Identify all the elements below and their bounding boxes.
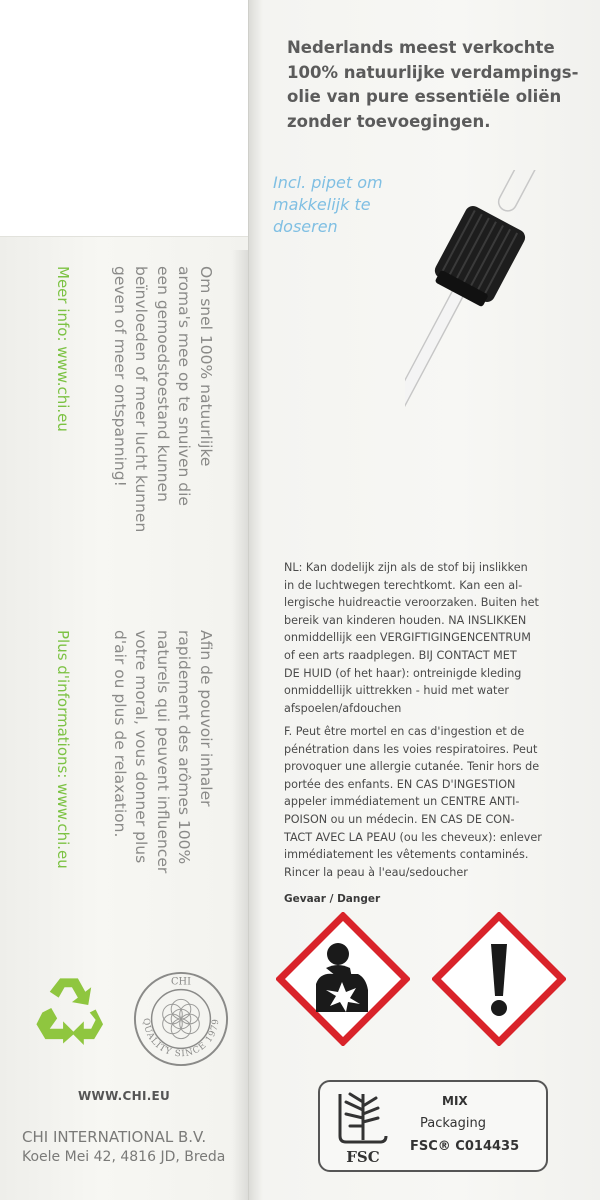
fr-description xyxy=(109,630,217,873)
pipet-line: makkelijk te xyxy=(273,195,371,214)
tagline-line: zonder toevoegingen. xyxy=(287,111,491,131)
fsc-mix-label: MIX xyxy=(442,1094,468,1108)
svg-text:FSC: FSC xyxy=(346,1148,380,1166)
svg-text:CHI: CHI xyxy=(171,976,191,988)
fsc-license-code: FSC® C014435 xyxy=(410,1139,520,1154)
nl-description xyxy=(109,266,217,532)
more-info-nl: Meer info: www.chi.eu xyxy=(54,266,72,432)
tagline-line: Nederlands meest verkochte xyxy=(287,38,555,57)
website-label: WWW.CHI.EU xyxy=(78,1089,171,1103)
tagline-line: 100% natuurlijke verdampings- xyxy=(287,62,579,82)
warning-text-fr: F. Peut être mortel en cas d'ingestion et de pénétration dans les voies respiratoires. Peut provoquer une allergie cutanée. Tenir hors de portée des enfants. EN CAS D'INGESTION appeler immédiatement un CENTRE ANTI- POISON ou un médecin. EN CAS DE CON- TACT AVEC LA PEAU (ou les cheveux): enlever immédiatement les vêtements contaminés. Rincer la peau à l'eau/sedoucher xyxy=(284,725,542,879)
description-line: geven of meer ontspanning! xyxy=(111,266,129,487)
dropper-pipette-illustration xyxy=(405,170,555,510)
fsc-tree-logo xyxy=(332,1088,394,1168)
company-address: Koele Mei 42, 4816 JD, Breda xyxy=(22,1149,226,1165)
description-line: een gemoedstoestand kunnen xyxy=(154,266,172,502)
description-line: aroma's mee op te snuiven die xyxy=(175,266,194,506)
tagline-line: olie van pure essentiële oliën xyxy=(287,87,562,106)
pipet-note xyxy=(273,172,423,238)
description-line: Om snel 100% natuurlijke xyxy=(197,266,215,467)
description-line: Afin de pouvoir inhaler xyxy=(197,630,215,807)
recycle-icon xyxy=(32,970,106,1046)
description-line: naturels qui peuvent influencer xyxy=(154,630,172,874)
description-line: rapidement des arômes 100% xyxy=(175,630,194,865)
product-tagline xyxy=(287,36,587,134)
svg-text:QUALITY SINCE 1979: QUALITY SINCE 1979 xyxy=(140,1017,222,1060)
warning-text-nl: NL: Kan dodelijk zijn als de stof bij inslikken in de luchtwegen terechtkomt. Kan een al- lergische huidreactie veroorzaken. Buiten het bereik van kinderen houden. NA INSLIKKEN onmiddellijk een VERGIFTIGINGENCENTRUM of een arts raadplegen. BIJ CONTACT MET DE HUID (of het haar): ontreinigde kleding onmiddellijk uittrekken - huid met water afspoelen/afdouchen xyxy=(284,561,539,715)
hazard-label: Gevaar / Danger xyxy=(284,893,381,905)
more-info-fr: Plus d'informations: www.chi.eu xyxy=(54,630,72,869)
description-line: beïnvloeden of meer lucht kunnen xyxy=(132,266,151,533)
description-line: votre moral, vous donner plus xyxy=(132,630,151,864)
description-line: d'air ou plus de relaxation. xyxy=(111,630,129,838)
chi-quality-seal xyxy=(132,970,230,1068)
exclamation-hazard-icon xyxy=(432,912,566,1046)
pipet-line: Incl. pipet om xyxy=(273,173,383,192)
health-hazard-icon xyxy=(276,912,410,1046)
pipet-line: doseren xyxy=(273,217,338,236)
company-name: CHI INTERNATIONAL B.V. xyxy=(22,1128,207,1146)
fsc-packaging-label: Packaging xyxy=(420,1116,486,1131)
fsc-certification-box xyxy=(318,1080,548,1172)
